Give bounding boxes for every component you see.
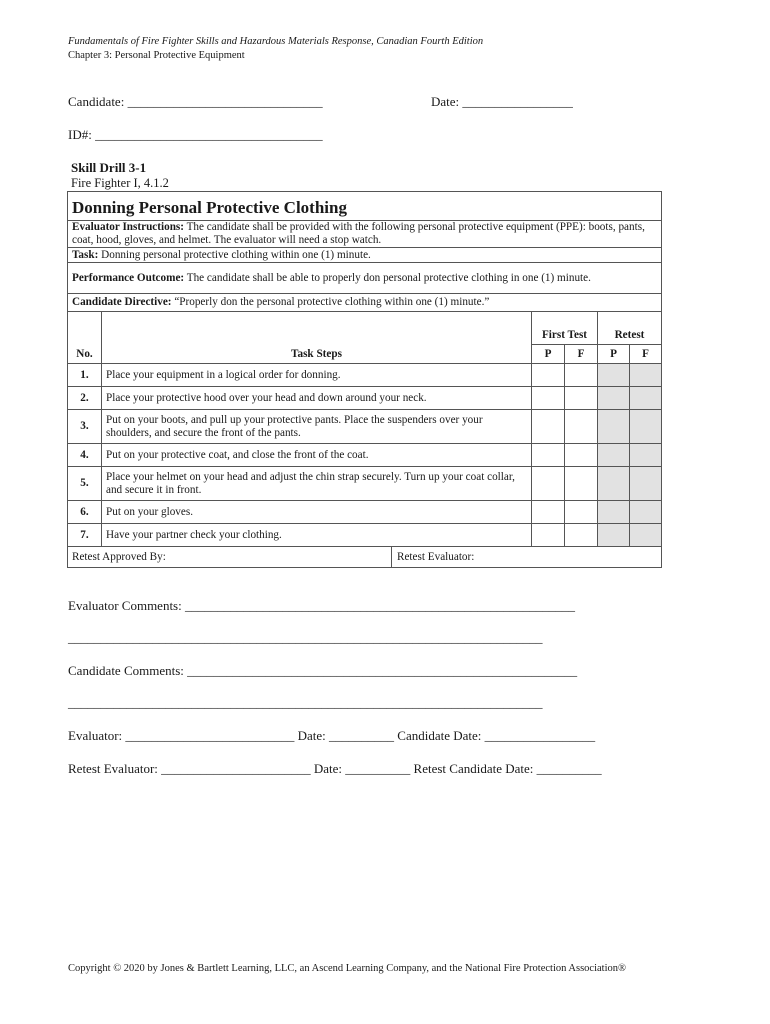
id-field[interactable]: ID#: ___________________________________ <box>68 127 323 142</box>
retest-pass-box[interactable] <box>598 387 630 410</box>
first-test-fail-box[interactable] <box>565 364 598 387</box>
table-row <box>68 501 662 524</box>
skill-standard: Fire Fighter I, 4.1.2 <box>71 176 169 190</box>
copyright-notice: Copyright © 2020 by Jones & Bartlett Learning, LLC, an Ascend Learning Company, and the National Fire Protection Association® <box>68 963 626 974</box>
performance-outcome-label: Performance Outcome: <box>72 271 185 284</box>
step-text: Put on your boots, and pull up your protective pants. Place the suspenders over your shoulders, and secure the front of the pants. <box>102 410 532 444</box>
first-test-fail-header: F <box>565 345 598 364</box>
retest-fail-box[interactable] <box>630 467 662 501</box>
step-number: 3. <box>68 410 102 444</box>
table-row <box>68 524 662 547</box>
task-text: Donning personal protective clothing within one (1) minute. <box>98 248 371 261</box>
first-test-fail-box[interactable] <box>565 444 598 467</box>
step-text: Place your helmet on your head and adjust the chin strap securely. Turn up your coat collar, and secure it in front. <box>102 467 532 501</box>
retest-fail-box[interactable] <box>630 364 662 387</box>
candidate-directive <box>68 294 662 312</box>
evaluator-instructions-label: Evaluator Instructions: <box>72 221 184 233</box>
first-test-fail-box[interactable] <box>565 524 598 547</box>
retest-fail-box[interactable] <box>630 444 662 467</box>
first-test-pass-box[interactable] <box>532 501 565 524</box>
skill-drill-table <box>67 191 662 568</box>
candidate-directive-text: “Properly don the personal protective clothing within one (1) minute.” <box>171 296 490 308</box>
first-test-fail-box[interactable] <box>565 387 598 410</box>
evaluator-instructions <box>68 221 662 248</box>
first-test-fail-box[interactable] <box>565 410 598 444</box>
evaluator-instructions-text: The candidate shall be provided with the following personal protective equipment (PPE): boots, pants, coat, hood, gloves, and helmet. The evaluator will need a stop watch. <box>72 221 645 246</box>
first-test-pass-box[interactable] <box>532 364 565 387</box>
retest-pass-header: P <box>598 345 630 364</box>
first-test-pass-header: P <box>532 345 565 364</box>
retest-pass-box[interactable] <box>598 444 630 467</box>
first-test-pass-box[interactable] <box>532 444 565 467</box>
retest-approved-by-field[interactable]: Retest Approved By: <box>68 547 392 567</box>
candidate-comments[interactable]: Candidate Comments: ____________________________________________________________ <box>68 663 578 678</box>
step-text: Place your protective hood over your head and down around your neck. <box>102 387 532 410</box>
step-number: 4. <box>68 444 102 467</box>
evaluator-signoff-line[interactable]: Evaluator: __________________________ Date: __________ Candidate Date: _________________ <box>68 728 596 743</box>
retest-signoff-row <box>68 547 532 568</box>
table-row <box>68 410 662 444</box>
date-field[interactable]: Date: _________________ <box>431 94 573 109</box>
step-number: 5. <box>68 467 102 501</box>
first-test-pass-box[interactable] <box>532 410 565 444</box>
performance-outcome-text: The candidate shall be able to properly don personal protective clothing in one (1) minute. <box>184 271 591 284</box>
drill-title: Donning Personal Protective Clothing <box>68 192 662 221</box>
column-header-first-test: First Test <box>532 312 598 345</box>
column-header-no: No. <box>68 312 102 364</box>
step-text: Place your equipment in a logical order for donning. <box>102 364 532 387</box>
retest-fail-box[interactable] <box>630 410 662 444</box>
column-header-task-steps: Task Steps <box>102 312 532 364</box>
step-number: 2. <box>68 387 102 410</box>
first-test-pass-box[interactable] <box>532 387 565 410</box>
retest-evaluator-space[interactable] <box>532 547 662 568</box>
first-test-pass-box[interactable] <box>532 467 565 501</box>
retest-pass-box[interactable] <box>598 364 630 387</box>
step-text: Put on your protective coat, and close the front of the coat. <box>102 444 532 467</box>
retest-fail-header: F <box>630 345 662 364</box>
retest-fail-box[interactable] <box>630 387 662 410</box>
chapter-title: Chapter 3: Personal Protective Equipment <box>68 50 245 61</box>
table-row <box>68 467 662 501</box>
table-row <box>68 387 662 410</box>
step-text: Have your partner check your clothing. <box>102 524 532 547</box>
task-row <box>68 248 662 263</box>
retest-pass-box[interactable] <box>598 410 630 444</box>
step-number: 7. <box>68 524 102 547</box>
performance-outcome <box>68 263 662 294</box>
retest-evaluator-field[interactable]: Retest Evaluator: <box>397 551 475 563</box>
candidate-comments-continued[interactable]: _________________________________________________________________________ <box>68 695 543 710</box>
retest-pass-box[interactable] <box>598 501 630 524</box>
table-row <box>68 444 662 467</box>
candidate-field[interactable]: Candidate: ______________________________ <box>68 94 323 109</box>
evaluator-comments-continued[interactable]: _________________________________________________________________________ <box>68 630 543 645</box>
task-label: Task: <box>72 248 99 261</box>
retest-evaluator-signoff-line[interactable]: Retest Evaluator: _______________________ Date: __________ Retest Candidate Date: __________ <box>68 761 602 776</box>
column-header-retest: Retest <box>598 312 662 345</box>
retest-pass-box[interactable] <box>598 467 630 501</box>
skill-drill-number: Skill Drill 3-1 <box>71 160 147 175</box>
step-text: Put on your gloves. <box>102 501 532 524</box>
retest-fail-box[interactable] <box>630 501 662 524</box>
first-test-fail-box[interactable] <box>565 501 598 524</box>
step-number: 1. <box>68 364 102 387</box>
table-row <box>68 364 662 387</box>
retest-fail-box[interactable] <box>630 524 662 547</box>
book-title: Fundamentals of Fire Fighter Skills and Hazardous Materials Response, Canadian Fourth Edition <box>68 36 484 47</box>
candidate-directive-label: Candidate Directive: <box>72 296 172 308</box>
first-test-pass-box[interactable] <box>532 524 565 547</box>
step-number: 6. <box>68 501 102 524</box>
retest-pass-box[interactable] <box>598 524 630 547</box>
evaluator-comments[interactable]: Evaluator Comments: ____________________________________________________________ <box>68 598 575 613</box>
first-test-fail-box[interactable] <box>565 467 598 501</box>
